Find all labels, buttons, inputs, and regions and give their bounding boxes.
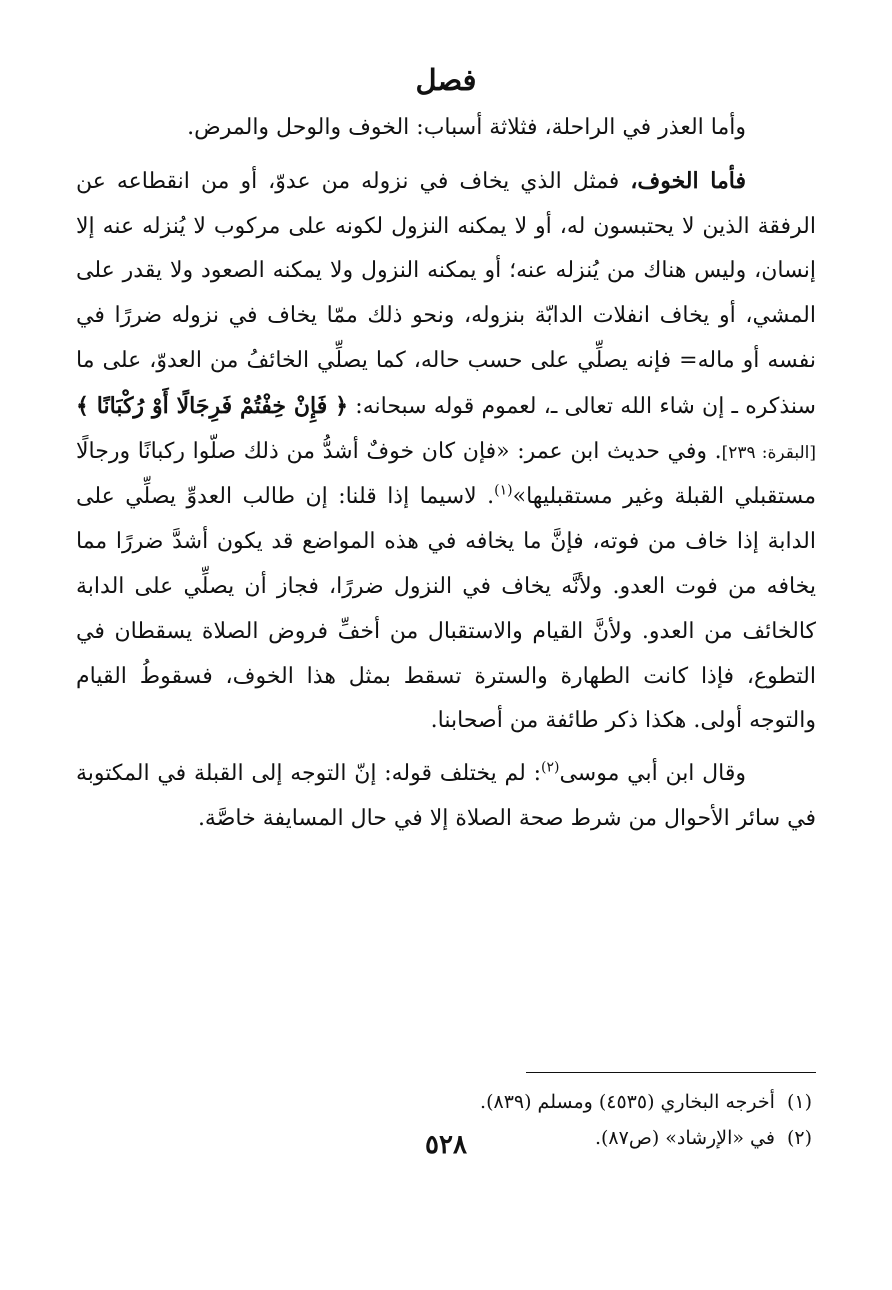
footnote-1-number: (١) [786,1091,812,1113]
footnote-1-text: أخرجه البخاري (٤٥٣٥) ومسلم (٨٣٩). [480,1091,775,1113]
khawf-lead: فأما الخوف، [630,167,746,194]
ibn-abi-musa-paragraph [76,752,816,842]
footnote-marker-1[interactable]: (١) [494,483,513,500]
khawf-paragraph [76,159,816,744]
khawf-text: فمثل الذي يخاف في نزوله من عدوّ، أو من انقطاعه عن الرفقة الذين لا يحتبسون له، أو لا يمكنه النزول لكونه على مركوب لا يُنزله عنه إلا إنسان، وليس هناك من يُنزله عنه؛ أو يمكنه النزول ولا يمكنه الصعود ولا يقدر على المشي، أو يخاف انفلات الدابّة بنزوله، ونحو ذلك ممّا يخاف في نزوله ضررًا في نفسه أو ماله= فإنه يصلِّي على حسب حاله، كما يصلِّي الخائفُ من العدوّ، على ما سنذكره ـ إن شاء الله تعالى ـ، لعموم قوله سبحانه: [76,168,816,419]
footnote-divider [526,1072,816,1073]
quran-verse: ﴿ فَإِنْ خِفْتُمْ فَرِجَالًا أَوْ رُكْبَانًا ﴾ [76,392,349,419]
hadith-text: . وفي حديث ابن عمر: «فإن كان خوفٌ أشدُّ من ذلك صلّوا ركبانًا ورجالًا مستقبلي القبلة وغير مستقبليها» [76,438,816,510]
ibn-abi-musa-lead: وقال ابن أبي موسى [559,761,746,787]
verse-reference: [البقرة: ٢٣٩] [721,442,816,463]
footnote-marker-2[interactable]: (٢) [541,759,560,776]
page-number: ٥٢٨ [425,1130,467,1160]
ibn-abi-musa-text: : لم يختلف قوله: إنّ التوجه إلى القبلة في المكتوبة في سائر الأحوال من شرط صحة الصلاة إلا في حال المسايفة خاصَّة. [76,761,816,831]
book-page [76,60,816,1260]
footnote-2-number: (٢) [786,1127,812,1149]
footnote-1 [76,1084,816,1120]
intro-paragraph: وأما العذر في الراحلة، فثلاثة أسباب: الخوف والوحل والمرض. [187,115,746,140]
section-heading: فصل [415,63,477,97]
footnote-2-text: في «الإرشاد» (ص٨٧). [594,1127,775,1149]
khawf-continuation: . لاسيما إذا قلنا: إن طالب العدوِّ يصلِّي على الدابة إذا خاف من فوته، فإنَّ ما يخافه في هذه المواضع قد يكون أشدَّ ضررًا مما يخافه من فوت العدو. ولأنَّه يخاف في النزول ضررًا، فجاز أن يصلِّي على الدابة كالخائف من العدو. ولأنَّ القيام والاستقبال من أخفِّ فروض الصلاة يسقطان في التطوع، فإذا كانت الطهارة والسترة تسقط بمثل هذا الخوف، فسقوطُ القيام والتوجه أولى. هكذا ذكر طائفة من أصحابنا. [76,484,816,734]
